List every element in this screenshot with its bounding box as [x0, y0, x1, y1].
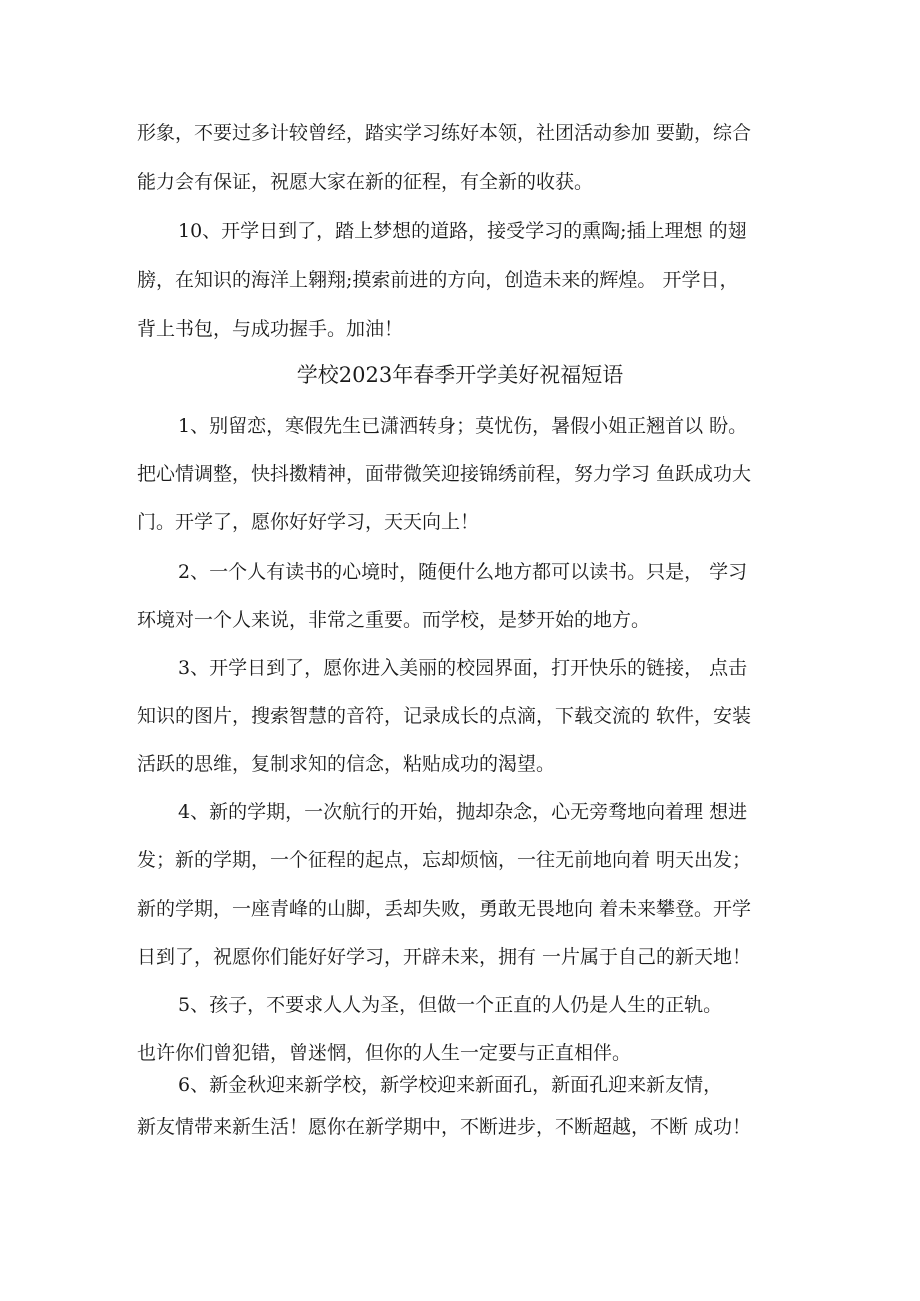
- item4-line-4: 日到了，祝愿你们能好好学习，开辟未来，拥有 一片属于自己的新天地！: [137, 946, 752, 968]
- item10-line-2: 膀，在知识的海洋上翱翔;摸索前进的方向，创造未来的辉煌。 开学日，: [137, 269, 739, 291]
- item1-line-2: 把心情调整，快抖擞精神，面带微笑迎接锦绣前程，努力学习 鱼跃成功大: [137, 463, 752, 485]
- item2-line-1: 2、一个人有读书的心境时，随便什么地方都可以读书。只是， 学习: [178, 561, 748, 583]
- item3-line-2: 知识的图片，搜索智慧的音符，记录成长的点滴，下载交流的 软件，安装: [137, 705, 752, 727]
- item2-line-2: 环境对一个人来说，非常之重要。而学校，是梦开始的地方。: [137, 609, 651, 631]
- intro-line-2: 能力会有保证，祝愿大家在新的征程，有全新的收获。: [137, 171, 594, 193]
- item3-line-3: 活跃的思维，复制求知的信念，粘贴成功的渴望。: [137, 753, 556, 775]
- item10-line-3: 背上书包，与成功握手。加油！: [137, 318, 404, 340]
- item4-line-1: 4、新的学期，一次航行的开始，抛却杂念，心无旁骛地向着理 想进: [178, 801, 748, 823]
- item5-line-1: 5、孩子，不要求人人为圣，但做一个正直的人仍是人生的正轨。: [178, 994, 723, 1016]
- section-title: 学校2023年春季开学美好祝福短语: [296, 363, 624, 387]
- item1-line-3: 门。开学了，愿你好好学习，天天向上！: [137, 511, 480, 533]
- item1-line-1: 1、别留恋，寒假先生已潇洒转身；莫忧伤，暑假小姐正翘首以 盼。: [178, 415, 748, 437]
- item10-line-1: 10、开学日到了，踏上梦想的道路，接受学习的熏陶;插上理想 的翅: [178, 220, 747, 242]
- item4-line-2: 发；新的学期，一个征程的起点，忘却烦恼，一往无前地向着 明天出发；: [137, 849, 752, 871]
- item6-line-1: 6、新金秋迎来新学校，新学校迎来新面孔，新面孔迎来新友情，: [178, 1074, 723, 1096]
- item5-line-2: 也许你们曾犯错，曾迷惘，但你的人生一定要与正直相伴。: [137, 1042, 632, 1064]
- item3-line-1: 3、开学日到了，愿你进入美丽的校园界面，打开快乐的链接， 点击: [178, 657, 748, 679]
- item4-line-3: 新的学期，一座青峰的山脚，丢却失败，勇敢无畏地向 着未来攀登。开学: [137, 898, 752, 920]
- intro-line-1: 形象，不要过多计较曾经，踏实学习练好本领，社团活动参加 要勤，综合: [137, 122, 752, 144]
- item6-line-2: 新友情带来新生活！愿你在新学期中，不断进步，不断超越，不断 成功！: [137, 1116, 752, 1138]
